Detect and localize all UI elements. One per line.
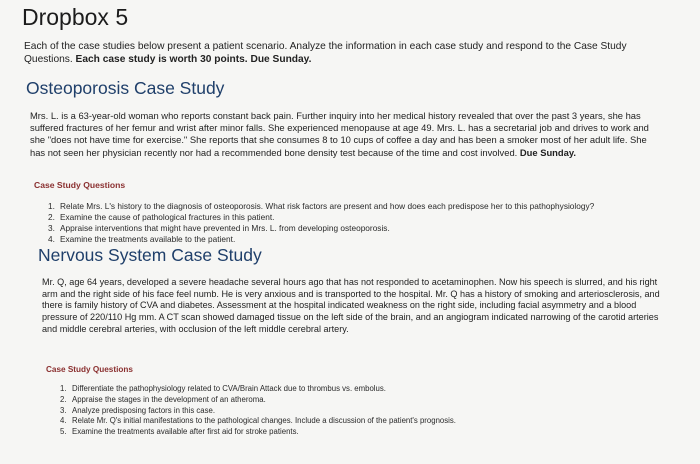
list-item [60,427,620,438]
list-item-text: Appraise interventions that might have prevented in Mrs. L. from developing osteoporosis. [60,223,390,233]
list-item-text: Examine the treatments available to the patient. [60,234,236,244]
osteoporosis-due-text: Due Sunday. [519,146,576,158]
osteoporosis-heading: Osteoporosis Case Study [26,78,225,98]
list-item [60,416,620,427]
list-item-text: Examine the treatments available after first aid for stroke patients. [72,427,299,437]
list-item [48,201,608,212]
list-item-number: 3. [48,223,55,233]
list-item [48,223,608,234]
list-item-text: Relate Mrs. L's history to the diagnosis of osteoporosis. What risk factors are present and how does each predispose her to this pathophysiology? [60,201,595,211]
list-item-number: 5. [60,427,67,437]
osteoporosis-paragraph [30,110,664,159]
nervous-questions-list [60,384,620,438]
list-item [48,212,608,223]
list-item [60,406,620,417]
list-item-text: Analyze predisposing factors in this case. [72,405,216,415]
nervous-paragraph: Mr. Q, age 64 years, developed a severe headache several hours ago that has not responded to acetaminophen. Now his speech is slurred, and his right arm and the right side of his face feel numb. He is very anxious and is transported to the hospital. Mr. Q has a history of smoking and arteriosclerosis, and there is family history of CVA and diabetes. Assessment at the hospital indicated weakness on the right side, including facial asymmetry and a blood pressure of 220/110 Hg mm. A CT scan showed damaged tissue on the left side of the brain, and an angiogram indicated narrowing of the carotid arteries and middle cerebral arteries, with occlusion of the left middle cerebral artery. [42,277,660,334]
list-item [60,384,620,395]
list-item-text: Appraise the stages in the development of an atheroma. [72,394,266,404]
osteoporosis-paragraph-text: Mrs. L. is a 63-year-old woman who reports constant back pain. Further inquiry into her medical history revealed that over the past 3 years, she has suffered fractures of her femur and wrist after minor falls. She experienced menopause at age 49. Mrs. L. has a secretarial job and drives to work and she "does not have time for exercise." She reports that she consumes 8 to 10 cups of coffee a day and has been a smoker most of her adult life. She has not seen her physician recently nor had a recommended bone density test because of the time and cost involved. [30,110,649,158]
list-item [48,234,608,245]
list-item-number: 1. [60,384,67,393]
list-item-number: 2. [48,212,55,222]
list-item [60,395,620,406]
list-item-number: 2. [60,394,67,404]
nervous-questions-heading: Case Study Questions [46,365,133,374]
list-item-number: 4. [60,416,67,426]
intro-paragraph [24,40,664,66]
list-item-number: 3. [60,405,67,415]
intro-text: Each of the case studies below present a patient scenario. Analyze the information in each case study and respond to the Case Study Questions. [24,41,627,65]
list-item-text: Relate Mr. Q's initial manifestations to the pathological changes. Include a discussion of the patient's prognosis. [72,416,456,426]
list-item-text: Differentiate the pathophysiology related to CVA/Brain Attack due to thrombus vs. embolus. [72,384,386,393]
nervous-heading: Nervous System Case Study [38,245,262,265]
list-item-number: 1. [48,201,55,211]
intro-bold-text: Each case study is worth 30 points. Due Sunday. [75,54,312,65]
list-item-text: Examine the cause of pathological fractures in this patient. [60,212,275,222]
osteoporosis-questions-list [48,201,608,245]
osteoporosis-questions-heading: Case Study Questions [34,180,126,190]
page-title: Dropbox 5 [22,4,129,30]
list-item-number: 4. [48,234,55,244]
